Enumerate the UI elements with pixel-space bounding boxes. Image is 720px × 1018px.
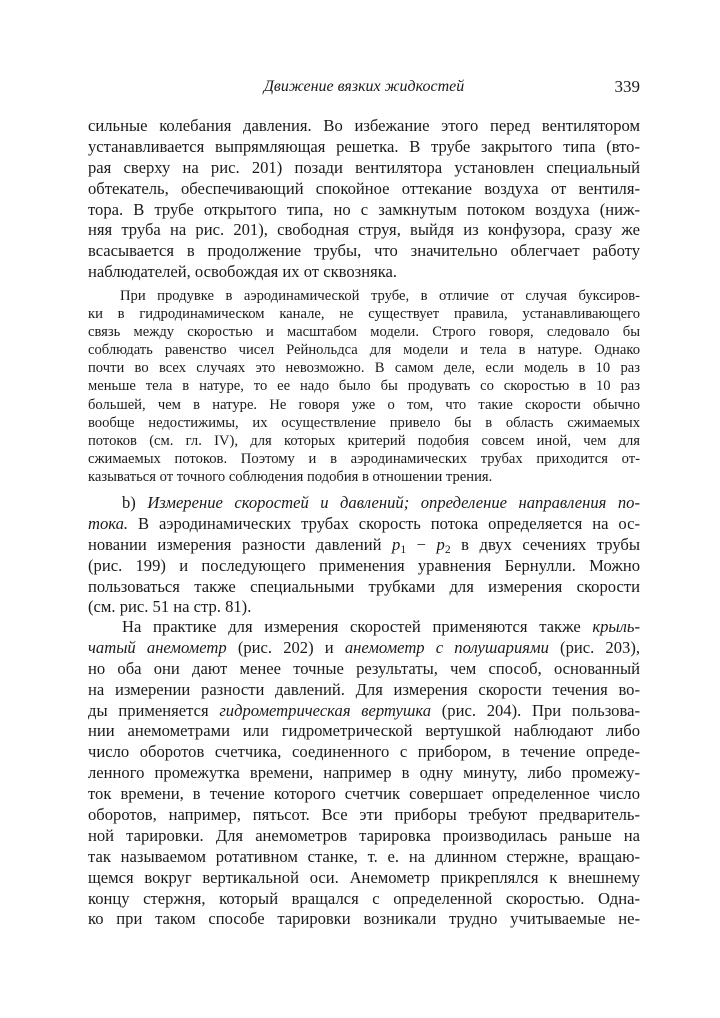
text-line [88,179,640,200]
text-segment: При продувке в аэродинамической трубе, в отличие от случая буксиров- [120,288,640,304]
text-line [88,158,640,179]
text-segment: ток времени, в течение которого счетчик совершает определенное число [88,784,640,804]
text-segment: щемся вокруг вертикальной оси. Анемометр прикреплялся к внешнему [88,867,640,887]
text-segment: пользоваться также специальными трубками для измерения скорости [88,576,640,596]
text-line [88,377,640,395]
text-segment: в двух сечениях трубы [450,534,641,554]
text-segment: казываться от точного соблюдения подобия в отношении трения. [88,468,493,485]
text-line [88,116,640,137]
running-header-title: Движение вязких жидкостей [263,78,465,95]
italic-text: анемометр с полушариями [344,637,549,657]
text-line [88,784,640,805]
text-line [88,323,640,341]
text-line [88,638,640,659]
text-segment: на измерении разности давлений. Для измерения скорости течения во- [88,679,640,699]
paragraph-2 [88,617,640,930]
text-segment: новании измерения разности давлений [88,534,393,554]
paragraph-1 [88,116,640,283]
text-line [88,763,640,784]
section-b-paragraph [88,493,640,618]
text-line [88,721,640,742]
text-segment: так называемом ротативном станке, т. е. на длинном стержне, вращаю- [88,846,640,866]
text-line [88,305,640,323]
italic-text: гидрометрическая вертушка [219,700,432,720]
text-segment: но оба они дают менее точные результаты, чем способ, основанный [88,658,640,678]
text-segment: тора. В трубе открытого типа, но с замкнутым потоком воздуха (ниж- [88,199,640,219]
text-line [88,241,640,262]
text-segment: ки в гидродинамическом канале, не существует правила, устанавливающего [88,306,640,323]
text-line [88,909,640,930]
subscript: 2 [444,542,451,556]
text-segment: концу стержня, который вращался с определенной скоростью. Одна- [88,888,640,908]
text-segment: связь между скоростью и масштабом модели. Строго говоря, следовало бы [88,324,640,341]
text-line [88,805,640,826]
text-line [88,659,640,680]
text-segment: число оборотов счетчика, соединенного с прибором, в течение опреде- [88,742,640,762]
text-segment: почти во всех случаях это невозможно. В самом деле, если модель в 10 раз [88,360,640,377]
text-line [88,577,640,598]
text-line [88,868,640,889]
text-line [88,450,640,468]
text-segment: ко при таком способе тарировки возникали трудно учитываемые не- [88,909,640,929]
text-segment: (рис. 199) и последующего применения уравнения Бернулли. Можно [88,555,640,575]
text-segment: всасывается в продолжение трубы, что значительно облегчает работу [88,241,640,261]
text-line [88,200,640,221]
text-line [88,432,640,450]
text-line [88,535,640,556]
text-segment: ды применяется [88,700,220,720]
italic-text: p [392,534,401,554]
text-line [88,359,640,377]
text-line [88,514,640,535]
text-segment: соблюдать равенство чисел Рейнольдса для модели и тела в натуре. Однако [88,342,640,359]
italic-text: чатый анемометр [88,637,227,657]
text-segment: (рис. 204). При пользова- [431,700,640,720]
text-segment: сильные колебания давления. Во избежание этого перед вентилятором [88,116,640,135]
text-line [88,556,640,577]
text-segment: На практике для измерения скоростей применяются также [122,617,593,636]
text-segment: няя труба на рис. 201), свободная струя, выйдя из конфузора, сразу же [88,220,640,240]
text-segment: b) [122,493,148,512]
text-line [88,493,640,514]
text-line [88,597,640,618]
italic-text: крыль- [592,617,640,636]
text-segment: оборотов, например, пятьсот. Все эти приборы требуют предваритель- [88,805,640,825]
italic-text: Измерение скоростей и давлений; определение направления по- [147,493,640,512]
text-line [88,287,640,305]
text-segment: нии анемометрами или гидрометрической вертушкой наблюдают либо [88,721,640,741]
subscript: 1 [400,542,407,556]
text-line [88,341,640,359]
text-segment: устанавливается выпрямляющая решетка. В трубе закрытого типа (вто- [88,136,640,156]
text-segment: − [406,534,437,554]
text-line [88,701,640,722]
text-line [88,617,640,638]
text-segment: ной тарировки. Для анемометров тарировка производилась раньше на [88,825,640,845]
text-line [88,889,640,910]
text-line [88,414,640,432]
text-segment: меньше тела в натуре, то ее надо было бы продувать со скоростью в 10 раз [88,378,640,395]
text-line [88,468,640,486]
text-segment: сжимаемых потоков. Поэтому и в аэродинамических трубах приходится от- [88,450,640,467]
text-line [88,680,640,701]
text-line [88,137,640,158]
text-segment: В аэродинамических трубах скорость потока определяется на ос- [128,513,640,533]
text-segment: (рис. 203), [548,637,640,657]
text-line [88,396,640,414]
text-segment: ленного промежутка времени, например в одну минуту, либо промежу- [88,763,640,783]
text-line [88,826,640,847]
text-segment: (см. рис. 51 на стр. 81). [88,597,252,617]
text-segment: потоков (см. гл. IV), для которых критерий подобия совсем иной, чем для [88,432,640,449]
text-line [88,220,640,241]
text-segment: (рис. 202) и [226,637,345,657]
text-segment: большей, чем в натуре. Не говоря уже о том, что такие скорости обычно [88,396,640,413]
text-line [88,262,640,283]
text-line [88,742,640,763]
text-line [88,847,640,868]
text-segment: вообще недостижимы, их осуществление привело бы в область сжимаемых [88,414,640,431]
text-segment: рая сверху на рис. 201) позади вентилятора установлен специальный [88,157,640,177]
text-segment: обтекатель, обеспечивающий спокойное оттекание воздуха от вентиля- [88,178,640,198]
text-segment: наблюдателей, освобождая их от сквозняка. [88,262,398,282]
small-print-note [88,287,640,486]
italic-text: тока. [88,513,129,533]
italic-text: p [436,534,445,554]
page-number: 339 [614,77,640,96]
